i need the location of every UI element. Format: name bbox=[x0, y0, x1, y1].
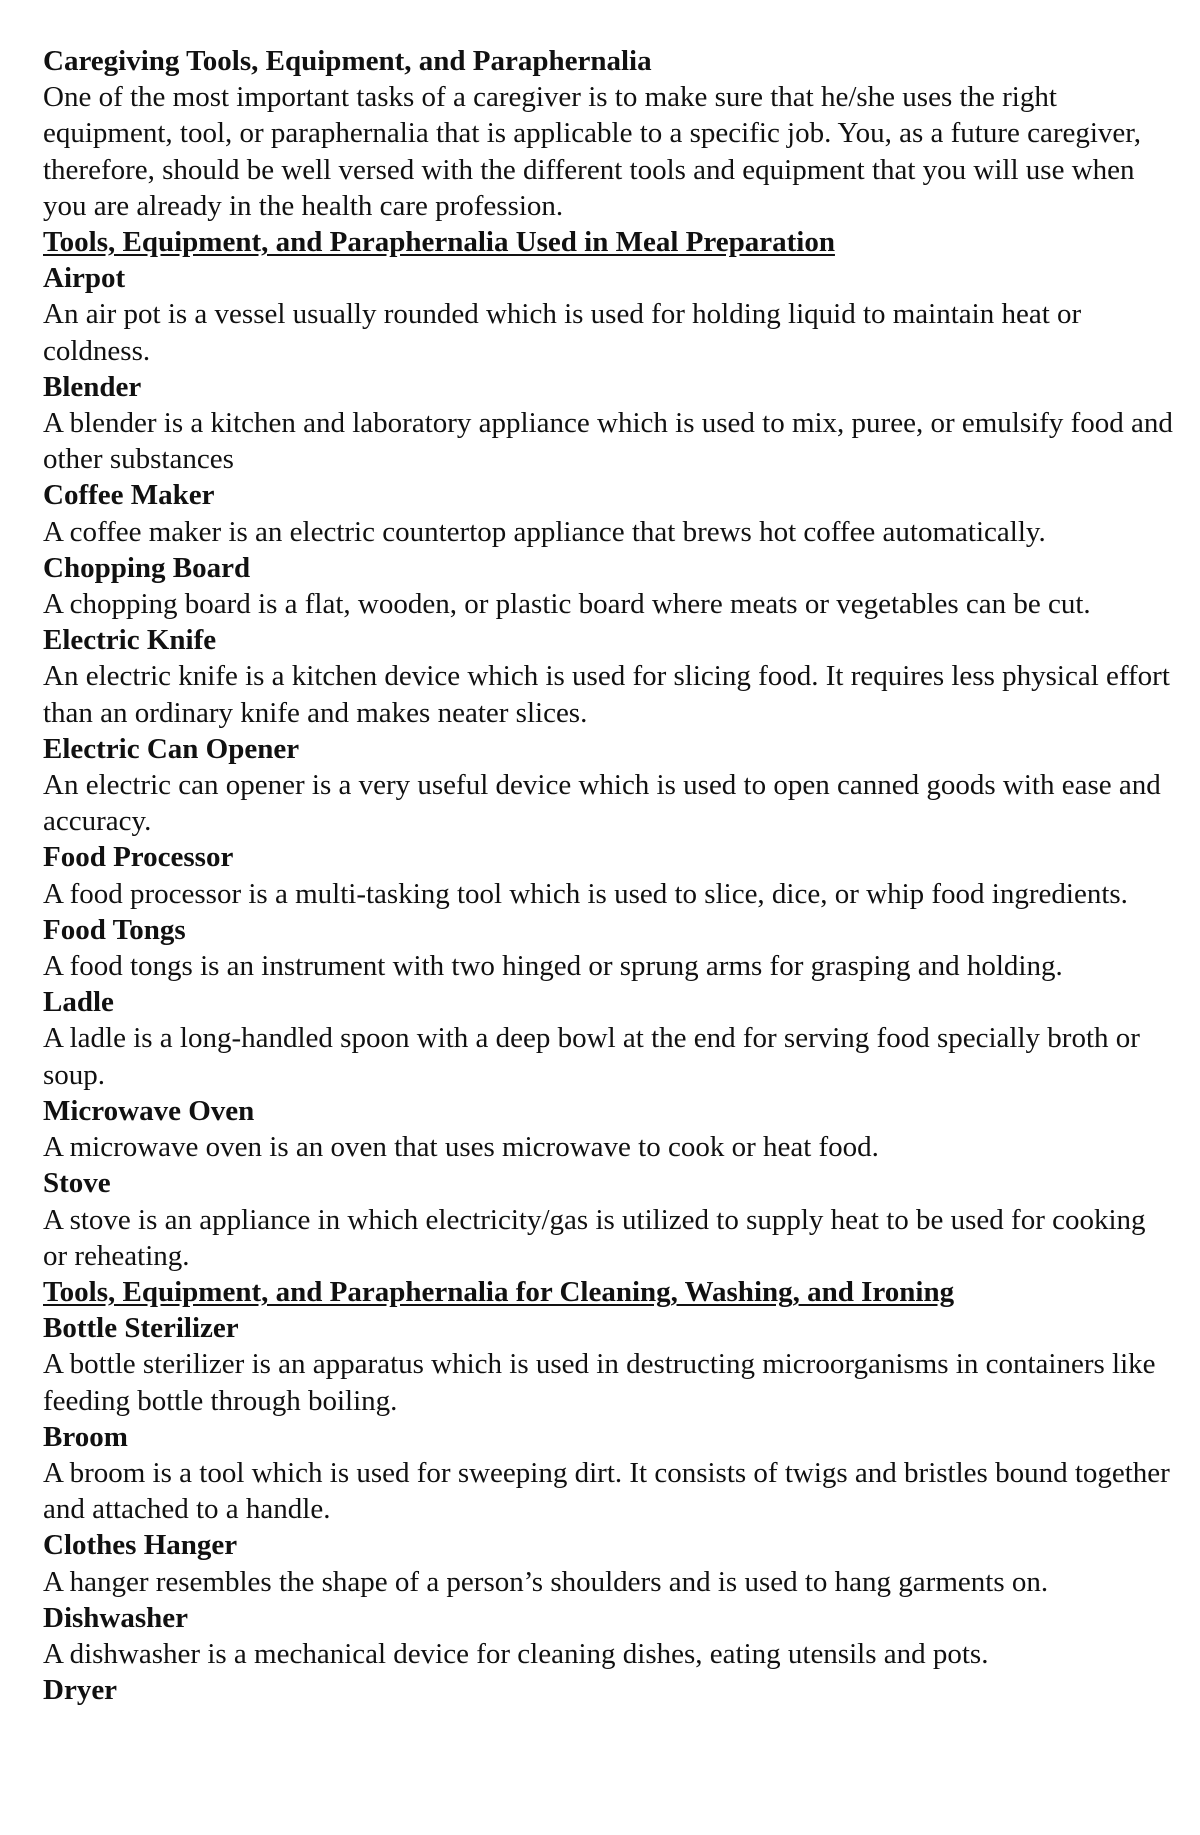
term-ladle: Ladle bbox=[43, 986, 114, 1019]
term-bottle-sterilizer: Bottle Sterilizer bbox=[43, 1312, 239, 1345]
desc-coffee-maker: A coffee maker is an electric countertop appliance that brews hot coffee automatically. bbox=[43, 515, 1046, 548]
desc-blender: A blender is a kitchen and laboratory appliance which is used to mix, puree, or emulsify food and other substances bbox=[43, 407, 1173, 476]
section-heading-cleaning-washing-ironing: Tools, Equipment, and Paraphernalia for Cleaning, Washing, and Ironing bbox=[43, 1275, 955, 1308]
document-page bbox=[43, 43, 1173, 1708]
desc-food-tongs: A food tongs is an instrument with two hinged or sprung arms for grasping and holding. bbox=[43, 950, 1063, 983]
term-electric-can-opener: Electric Can Opener bbox=[43, 732, 300, 765]
desc-electric-can-opener: An electric can opener is a very useful device which is used to open canned goods with ease and accuracy. bbox=[43, 769, 1161, 838]
desc-chopping-board: A chopping board is a flat, wooden, or plastic board where meats or vegetables can be cut. bbox=[43, 588, 1091, 621]
desc-bottle-sterilizer: A bottle sterilizer is an apparatus which is used in destructing microorganisms in containers like feeding bottle through boiling. bbox=[43, 1348, 1156, 1417]
term-clothes-hanger: Clothes Hanger bbox=[43, 1529, 238, 1562]
intro-paragraph: One of the most important tasks of a caregiver is to make sure that he/she uses the right equipment, tool, or paraphernalia that is applicable to a specific job. You, as a future caregiver, therefore, should be well versed with the different tools and equipment that you will use when you are already in the health care profession. bbox=[43, 81, 1142, 222]
desc-ladle: A ladle is a long-handled spoon with a deep bowl at the end for serving food specially broth or soup. bbox=[43, 1022, 1140, 1091]
term-airpot: Airpot bbox=[43, 262, 126, 295]
term-blender: Blender bbox=[43, 370, 142, 403]
term-chopping-board: Chopping Board bbox=[43, 551, 251, 584]
term-food-tongs: Food Tongs bbox=[43, 913, 186, 946]
desc-microwave-oven: A microwave oven is an oven that uses microwave to cook or heat food. bbox=[43, 1131, 879, 1164]
term-dishwasher: Dishwasher bbox=[43, 1601, 189, 1634]
document-title: Caregiving Tools, Equipment, and Paraphernalia bbox=[43, 45, 652, 77]
desc-broom: A broom is a tool which is used for sweeping dirt. It consists of twigs and bristles bound together and attached to a handle. bbox=[43, 1456, 1170, 1526]
term-food-processor: Food Processor bbox=[43, 841, 234, 874]
desc-food-processor: A food processor is a multi-tasking tool which is used to slice, dice, or whip food ingredients. bbox=[43, 877, 1128, 910]
term-electric-knife: Electric Knife bbox=[43, 624, 217, 657]
term-broom: Broom bbox=[43, 1420, 128, 1453]
desc-dishwasher: A dishwasher is a mechanical device for cleaning dishes, eating utensils and pots. bbox=[43, 1637, 989, 1670]
desc-airpot: An air pot is a vessel usually rounded which is used for holding liquid to maintain heat or coldness. bbox=[43, 298, 1082, 367]
term-stove: Stove bbox=[43, 1167, 111, 1200]
desc-electric-knife: An electric knife is a kitchen device which is used for slicing food. It requires less physical effort than an ordinary knife and makes neater slices. bbox=[43, 660, 1170, 729]
desc-stove: A stove is an appliance in which electricity/gas is utilized to supply heat to be used for cooking or reheating. bbox=[43, 1203, 1146, 1272]
desc-clothes-hanger: A hanger resembles the shape of a person’s shoulders and is used to hang garments on. bbox=[43, 1565, 1049, 1598]
section-heading-meal-preparation: Tools, Equipment, and Paraphernalia Used in Meal Preparation bbox=[43, 226, 835, 259]
term-microwave-oven: Microwave Oven bbox=[43, 1094, 255, 1127]
term-coffee-maker: Coffee Maker bbox=[43, 479, 215, 512]
term-dryer: Dryer bbox=[43, 1674, 118, 1707]
